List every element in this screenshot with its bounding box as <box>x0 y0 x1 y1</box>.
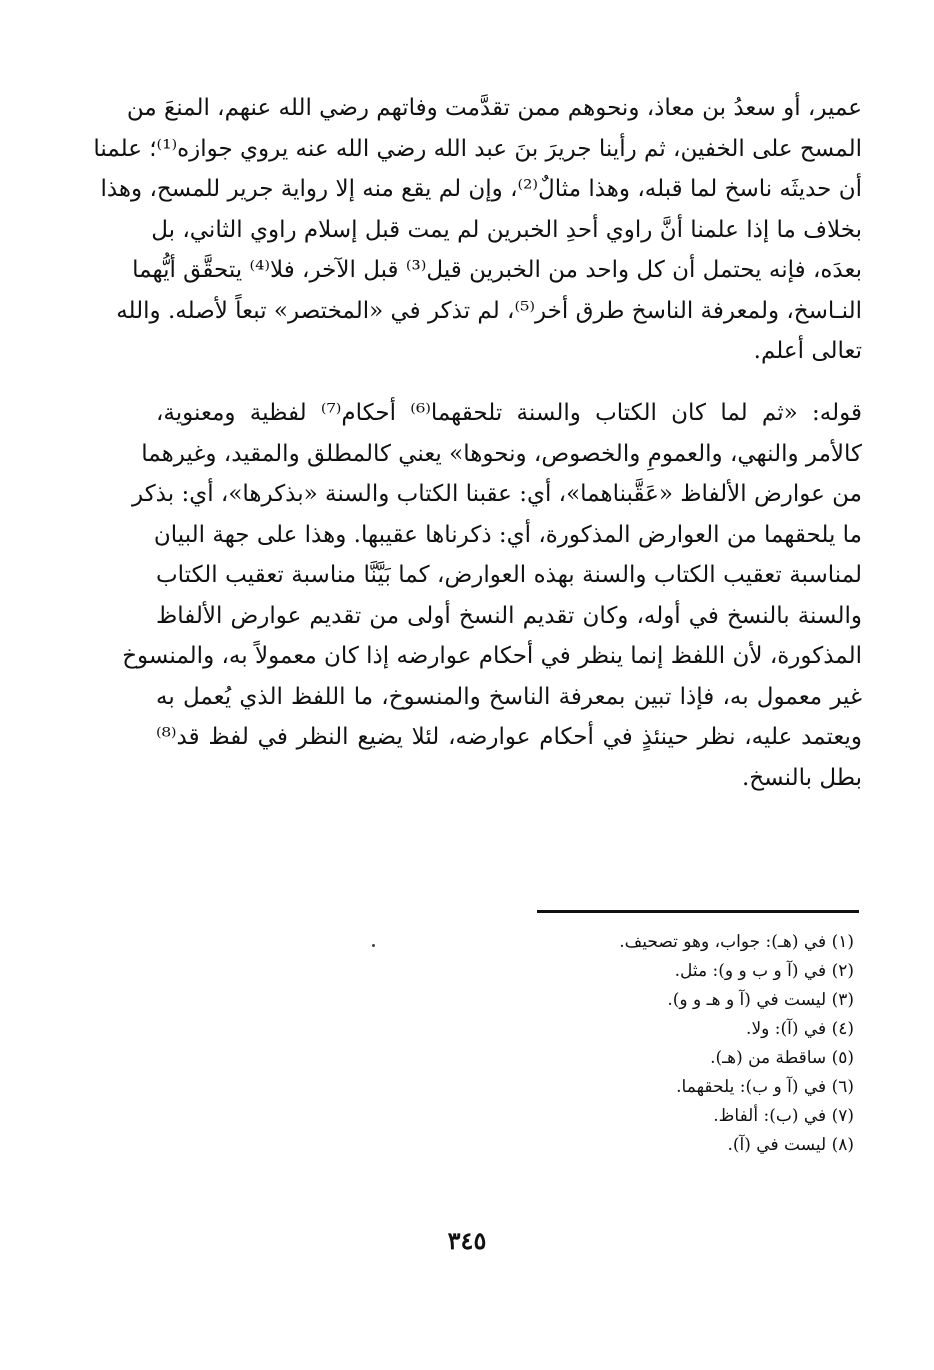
paragraph-line: أن حديثَه ناسخ لما قبله، وهذا مثالٌ⁽²⁾، وإن لم يقع منه إلا رواية جرير للمسح، وهذا <box>100 176 862 202</box>
paragraph-line: بطل بالنسخ. <box>741 764 862 791</box>
paragraph-line: النـاسخ، ولمعرفة الناسخ طرق أخر⁽⁵⁾، لم تذكر في «المختصر» تبعاً لأصله. والله <box>116 297 862 324</box>
page-number: ٣٤٥ <box>447 1226 487 1255</box>
paragraph-line: تعالى أعلم. <box>753 338 862 364</box>
paragraph-line: المسح على الخفين، ثم رأينا جريرَ بنَ عبد الله رضي الله عنه يروي جوازه⁽¹⁾؛ علمنا <box>93 135 862 162</box>
paragraph-line: بعدَه، فإنه يحتمل أن كل واحد من الخبرين قيل⁽³⁾ قبل الآخر، فلا⁽⁴⁾ يتحقَّق أيُّهما <box>132 257 862 283</box>
footnote-item: (٤) في (آ): ولا. <box>746 1019 854 1039</box>
paragraph-1 <box>93 88 862 372</box>
paragraph-line: قوله: «ثم لما كان الكتاب والسنة تلحقهما⁽⁶⁾ أحكام⁽⁷⁾ لفظية ومعنوية، <box>156 400 862 426</box>
paragraph-line: عمير، أو سعدُ بن معاذ، ونحوهم ممن تقدَّمت وفاتهم رضي الله عنهم، المنعَ من <box>126 95 862 121</box>
paragraph-line: لمناسبة تعقيب الكتاب والسنة بهذه العوارض، كما بَيَّنَّا مناسبة تعقيب الكتاب <box>156 562 862 588</box>
footnote-item: (٧) في (ب): ألفاظ. <box>713 1106 854 1126</box>
scan-speck <box>372 944 375 947</box>
paragraph-line: من عوارض الألفاظ «عَقَّبناهما»، أي: عقبنا الكتاب والسنة «بذكرها»، أي: بذكر <box>132 481 862 507</box>
footnote-item: (٥) ساقطة من (هـ). <box>710 1048 854 1068</box>
footnote-item: (١) في (هـ): جواب، وهو تصحيف. <box>619 932 854 952</box>
paragraph-line: ما يلحقهما من العوارض المذكورة، أي: ذكرناها عقيبها. وهذا على جهة البيان <box>153 521 862 548</box>
paragraph-line: كالأمر والنهي، والعمومِ والخصوص، ونحوها» يعني كالمطلق والمقيد، وغيرهما <box>141 440 862 467</box>
footnote-divider <box>537 910 859 913</box>
paragraph-line: بخلاف ما إذا علمنا أنَّ راوي أحدِ الخبرين لم يمت قبل إسلام راوي الثاني، بل <box>151 216 862 243</box>
footnote-item: (٦) في (آ و ب): يلحقهما. <box>676 1077 854 1097</box>
paragraph-line: والسنة بالنسخ في أوله، وكان تقديم النسخ أولى من تقديم عوارض الألفاظ <box>156 602 862 629</box>
footnote-item: (٨) ليست في (آ). <box>727 1135 854 1155</box>
paragraph-2 <box>122 393 862 798</box>
footnote-item: (٣) ليست في (آ و هـ و و). <box>667 990 854 1010</box>
footnotes-list <box>434 928 854 1160</box>
paragraph-line: المذكورة، لأن اللفظ إنما ينظر في أحكام عوارضه إذا كان معمولاً به، والمنسوخ <box>122 643 862 669</box>
paragraph-line: غير معمول به، فإذا تبين بمعرفة الناسخ والمنسوخ، ما اللفظ الذي يُعمل به <box>156 683 862 710</box>
footnote-item: (٢) في (آ و ب و و): مثل. <box>674 961 854 981</box>
paragraph-line: ويعتمد عليه، نظر حينئذٍ في أحكام عوارضه، لئلا يضيع النظر في لفظ قد⁽⁸⁾ <box>156 724 862 750</box>
